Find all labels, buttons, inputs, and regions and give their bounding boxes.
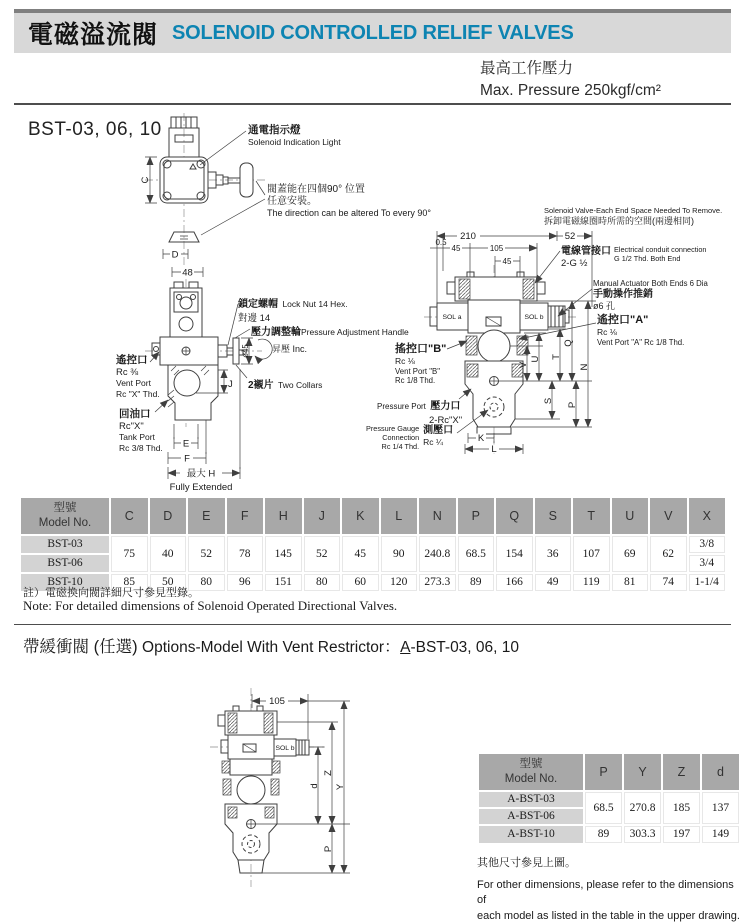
table-header-cell: d	[702, 754, 739, 790]
table-header-cell: Q	[496, 498, 533, 534]
option-table-block	[477, 752, 743, 924]
table-header-cell: P	[585, 754, 622, 790]
dimensions-table	[19, 496, 727, 593]
table-header-cell: V	[650, 498, 687, 534]
dia-45-label: ø45	[241, 344, 250, 358]
table-cell: 40	[150, 536, 187, 572]
table-row	[479, 826, 739, 843]
dim-05-label: 0.5	[435, 238, 447, 247]
table-cell: 45	[342, 536, 379, 572]
model-cell: BST-06	[21, 555, 109, 572]
label-manual-actuator: Manual Actuator Both Ends 6 Dia 手動操作推銷 ø6 孔	[593, 279, 708, 311]
dim-h-label: 最大 H	[186, 468, 216, 480]
table-cell: 75	[111, 536, 148, 572]
table-cell: 69	[612, 536, 649, 572]
table-cell: 68.5	[585, 792, 622, 824]
table-cell: 145	[265, 536, 302, 572]
max-pressure-en: Max. Pressure 250kgf/cm²	[480, 81, 661, 99]
table-header-cell: T	[573, 498, 610, 534]
table-cell: 96	[227, 574, 264, 591]
label-removal-space-zh: 拆卸電磁線圈時所需的空間(兩邊相同)	[544, 216, 694, 226]
table-cell: 89	[458, 574, 495, 591]
note-other-dims-zh: 其他尺寸參見上圖。	[477, 856, 576, 869]
horizontal-rule	[14, 624, 731, 625]
page-title-en: SOLENOID CONTROLLED RELIEF VALVES	[172, 21, 574, 44]
table-cell: 3/8	[689, 536, 726, 553]
label-pressure-gauge: Pressure Gauge Connection Rc 1/4 Thd. 測壓口 Rc ¼	[366, 424, 454, 451]
label-conduit-connection: 電線管接口 2-G ½ Electrical conduit connection G 1/2 Thd. Both End	[561, 245, 707, 270]
max-pressure-block	[480, 58, 661, 101]
table-header-model: 型號 Model No.	[21, 498, 109, 534]
dim-q-label: Q	[563, 339, 574, 347]
dim-p-label: P	[567, 401, 578, 409]
label-pressure-port: Pressure Port 壓力口 2-Rc"X"	[377, 401, 463, 426]
sol-b-label: SOL b	[524, 314, 544, 321]
table-cell: 60	[342, 574, 379, 591]
table-cell: 80	[188, 574, 225, 591]
dim-f-label: F	[184, 453, 190, 465]
dim-h-en-label: Fully Extended	[169, 482, 233, 493]
table-cell: 151	[265, 574, 302, 591]
dim-p-label: P	[323, 845, 334, 853]
dimension-drawings	[0, 107, 745, 497]
table-header-cell: Z	[663, 754, 700, 790]
table-cell: 154	[496, 536, 533, 572]
dim-t-label: T	[551, 354, 562, 360]
table-header-cell: J	[304, 498, 341, 534]
dim-v-label: V	[518, 361, 529, 369]
label-direction: 閥蓋能在四個90° 位置 任意安裝。 The direction can be altered To every 90°	[267, 184, 432, 219]
table-header-cell: X	[689, 498, 726, 534]
table-cell: 197	[663, 826, 700, 843]
table-header-cell: K	[342, 498, 379, 534]
model-series-title: BST-03, 06, 10	[28, 119, 162, 140]
note-other-dims-en: For other dimensions, please refer to the dimensions of each model as listed in the table in the upper drawing.	[477, 878, 740, 922]
table-header-cell: P	[458, 498, 495, 534]
table-cell: 185	[663, 792, 700, 824]
table-header-cell: F	[227, 498, 264, 534]
dim-n-label: N	[579, 363, 590, 371]
header-band	[14, 9, 731, 53]
table-cell: 52	[188, 536, 225, 572]
dim-e-label: E	[182, 438, 190, 450]
dim-48-label: 48	[182, 267, 193, 279]
label-increase: 昇壓 Inc.	[272, 344, 308, 354]
table-header-cell: Y	[624, 754, 661, 790]
label-removal-space-en: Solenoid Valve-Each End Space Needed To Remove.	[544, 206, 723, 215]
table-cell: 90	[381, 536, 418, 572]
dim-105-label: 105	[489, 244, 504, 253]
table-header-cell: U	[612, 498, 649, 534]
note-en: Note: For detailed dimensions of Solenoid Operated Directional Valves.	[23, 598, 398, 613]
label-vent-port: 遙控口 Rc ⅜ Vent Port Rc "X" Thd.	[116, 354, 160, 399]
option-dimensions-table	[477, 752, 741, 845]
table-cell: 81	[612, 574, 649, 591]
sol-a-label: SOL a	[442, 314, 462, 321]
table-header-cell: E	[188, 498, 225, 534]
table-header-cell: N	[419, 498, 456, 534]
dim-j-label: J	[228, 379, 233, 390]
model-cell: BST-03	[21, 536, 109, 553]
model-cell: A-BST-06	[479, 809, 583, 824]
table-header-model: 型號 Model No.	[479, 754, 583, 790]
label-solenoid-indication: 通電指示燈 Solenoid Indication Light	[248, 124, 341, 147]
label-two-collars: 2襯片 Two Collars	[248, 380, 323, 391]
table-cell: 78	[227, 536, 264, 572]
table-cell: 119	[573, 574, 610, 591]
table-cell: 68.5	[458, 536, 495, 572]
label-vent-port-a: 遙控口"A" Rc ⅛ Vent Port "A" Rc 1/8 Thd.	[597, 314, 685, 347]
table-cell: 3/4	[689, 555, 726, 572]
horizontal-rule	[14, 103, 731, 105]
table-cell: 62	[650, 536, 687, 572]
max-pressure-zh: 最高工作壓力	[480, 60, 574, 77]
table-header-cell: S	[535, 498, 572, 534]
table-header-cell: L	[381, 498, 418, 534]
dim-210-label: 210	[460, 231, 476, 242]
table-cell: 149	[702, 826, 739, 843]
table-cell: 270.8	[624, 792, 661, 824]
dim-z-label: Z	[323, 770, 334, 776]
dim-45b-label: 45	[502, 257, 512, 266]
dim-s-label: S	[543, 397, 554, 405]
table-cell: 52	[304, 536, 341, 572]
table-cell: 120	[381, 574, 418, 591]
table-cell: 74	[650, 574, 687, 591]
label-pressure-adjustment-handle: 壓力調整輪Pressure Adjustment Handle	[251, 327, 409, 338]
table-cell: 1-1/4	[689, 574, 726, 591]
table-cell: 107	[573, 536, 610, 572]
table-cell: 85	[111, 574, 148, 591]
dim-105-label: 105	[269, 696, 285, 707]
model-cell: A-BST-10	[479, 826, 583, 843]
dim-u-label: U	[530, 355, 541, 363]
table-row	[21, 536, 725, 553]
table-cell: 80	[304, 574, 341, 591]
note-zh: 註）電磁換向閥詳細尺寸參見型錄。	[23, 587, 199, 599]
dim-d-label: d	[309, 783, 320, 789]
dim-52-label: 52	[564, 231, 576, 242]
table-header-cell: H	[265, 498, 302, 534]
table-cell: 273.3	[419, 574, 456, 591]
table-cell: 50	[150, 574, 187, 591]
dim-c-label: C	[140, 176, 151, 184]
page-title-zh: 電磁溢流閥	[28, 21, 159, 49]
dim-45a-label: 45	[451, 244, 461, 253]
dim-y-label: Y	[335, 783, 346, 791]
table-header-cell: D	[150, 498, 187, 534]
table-header-cell: C	[111, 498, 148, 534]
sol-b-label: SOL b	[275, 745, 295, 752]
model-cell: BST-10	[21, 574, 109, 591]
table-cell: 303.3	[624, 826, 661, 843]
table-cell: 36	[535, 536, 572, 572]
table-cell: 240.8	[419, 536, 456, 572]
dim-l-label: L	[491, 444, 497, 455]
model-cell: A-BST-03	[479, 792, 583, 807]
table-cell: 137	[702, 792, 739, 824]
table-row	[479, 792, 739, 807]
label-tank-port: 回油口 Rc"X" Tank Port Rc 3/8 Thd.	[119, 408, 163, 453]
dim-d-label: D	[171, 249, 179, 261]
table-cell: 166	[496, 574, 533, 591]
table-cell: 49	[535, 574, 572, 591]
dim-k-label: K	[477, 433, 485, 444]
label-lock-nut: 鎖定螺帽 Lock Nut 14 Hex. 對邊 14	[238, 299, 348, 324]
options-section-title: 帶緩衝閥 (任選) Options-Model With Vent Restrictor：A-BST-03, 06, 10	[23, 638, 520, 656]
label-vent-port-b: 搖控口"B" Rc ⅛ Vent Port "B" Rc 1/8 Thd.	[395, 343, 447, 386]
table-cell: 89	[585, 826, 622, 843]
